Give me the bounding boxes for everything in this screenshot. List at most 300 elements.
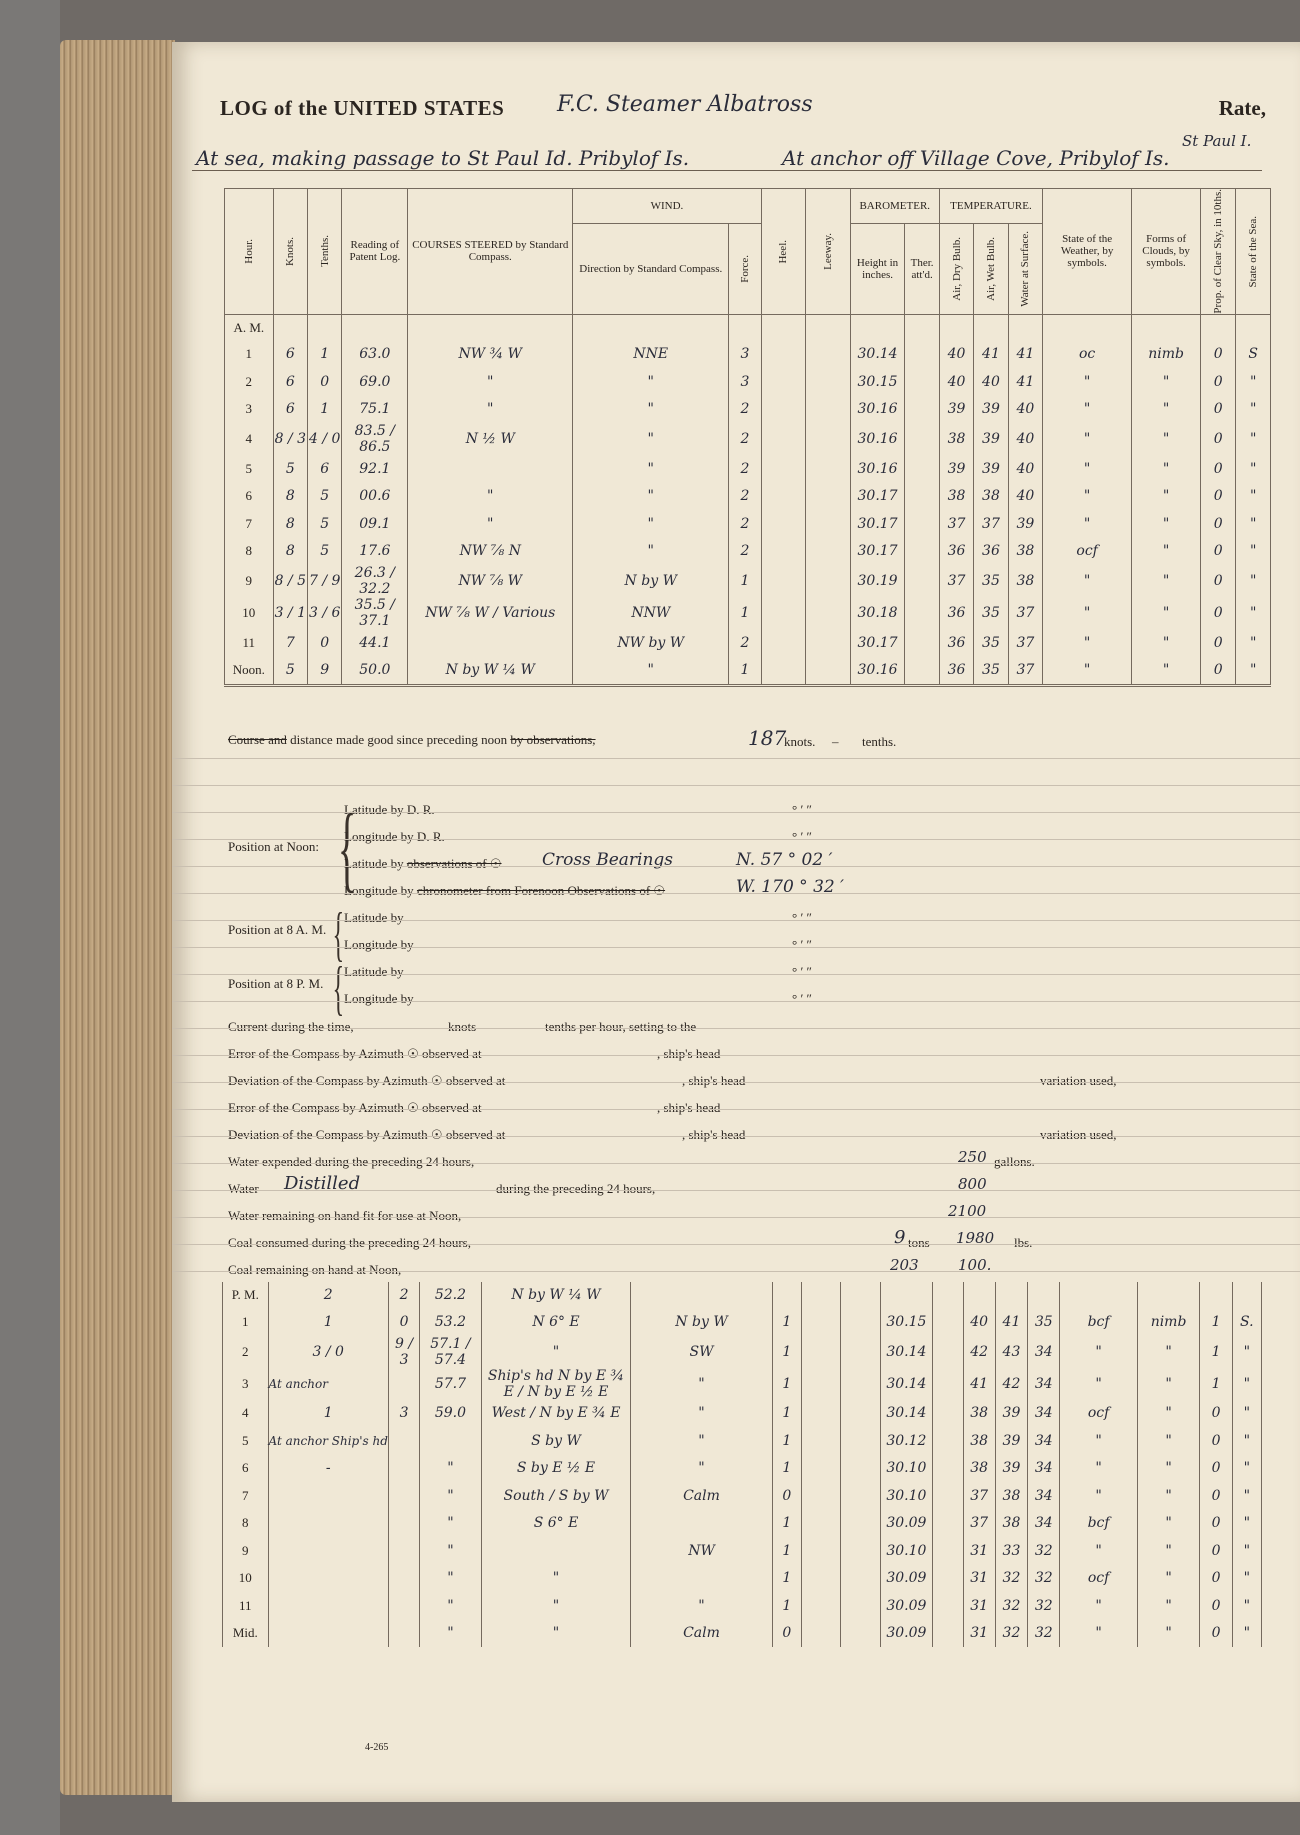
col-wind-direction: Direction by Standard Compass. bbox=[573, 224, 729, 314]
am-cell-knots: 3 / 1 bbox=[273, 597, 307, 629]
am-cell-force: 1 bbox=[729, 597, 761, 629]
am-cell-log: 44.1 bbox=[342, 629, 408, 657]
pm-cell-clear: 1 bbox=[1200, 1336, 1232, 1368]
pm-cell-force: 1 bbox=[772, 1565, 802, 1593]
am-cell-clouds: nimb bbox=[1132, 341, 1201, 369]
pm-cell-log: 53.2 bbox=[420, 1308, 481, 1336]
coal-consumed-label: Coal consumed during the preceding 24 hours, bbox=[228, 1235, 471, 1250]
am-cell-sea: " bbox=[1236, 510, 1271, 538]
pm-cell-wind bbox=[631, 1565, 772, 1593]
am-cell-ther bbox=[905, 396, 939, 424]
pm-cell-knots: - bbox=[268, 1455, 388, 1483]
am-cell-water: 40 bbox=[1008, 396, 1042, 424]
pm-first-knots: 2 bbox=[268, 1282, 388, 1308]
am-cell-hour: 6 bbox=[225, 483, 274, 511]
pm-cell-wet: 38 bbox=[995, 1482, 1027, 1510]
coal-consumed-tons: 9 bbox=[894, 1227, 906, 1248]
am-cell-tenths: 6 bbox=[308, 455, 342, 483]
pm-cell-wet: 38 bbox=[995, 1510, 1027, 1538]
pm-cell-leeway bbox=[841, 1510, 880, 1538]
am-cell-heel bbox=[761, 565, 806, 597]
am-cell-hour: 7 bbox=[225, 510, 274, 538]
error-compass-2: Error of the Compass by Azimuth ☉ observed at bbox=[228, 1100, 482, 1115]
pm-cell-force: 1 bbox=[772, 1308, 802, 1336]
ruled-line bbox=[172, 1082, 1300, 1083]
pm-cell-sea: " bbox=[1232, 1482, 1261, 1510]
am-cell-wind: " bbox=[573, 455, 729, 483]
am-cell-ther bbox=[905, 423, 939, 455]
brace-8pm: { bbox=[332, 955, 345, 1021]
pm-cell-clouds: " bbox=[1137, 1427, 1200, 1455]
pm-cell-course: S by W bbox=[481, 1427, 631, 1455]
lat-dr: Latitude by D. R. bbox=[344, 802, 435, 817]
am-cell-wind: NNW bbox=[573, 597, 729, 629]
am-cell-ther bbox=[905, 455, 939, 483]
location-st-paul: St Paul I. bbox=[1182, 132, 1252, 150]
dms-lon-dr: ° ′ ″ bbox=[792, 829, 812, 844]
am-cell-log: 17.6 bbox=[342, 538, 408, 566]
col-knots: Knots. bbox=[273, 189, 307, 315]
am-cell-water: 40 bbox=[1008, 455, 1042, 483]
am-cell-course: NW ⅞ W / Various bbox=[408, 597, 573, 629]
am-cell-heel bbox=[761, 341, 806, 369]
lbs-unit: lbs. bbox=[1014, 1235, 1033, 1250]
pm-cell-weather: bcf bbox=[1060, 1510, 1137, 1538]
am-cell-leeway bbox=[806, 657, 851, 686]
pm-cell-course: West / N by E ¾ E bbox=[481, 1400, 631, 1428]
position-8am-label: Position at 8 A. M. bbox=[228, 922, 327, 937]
am-row bbox=[225, 396, 1271, 424]
am-cell-clear: 0 bbox=[1201, 538, 1236, 566]
am-cell-leeway bbox=[806, 423, 851, 455]
pm-cell-dry: 31 bbox=[963, 1537, 995, 1565]
pm-cell-wet: 33 bbox=[995, 1537, 1027, 1565]
pm-cell-sea: " bbox=[1232, 1336, 1261, 1368]
am-cell-force: 1 bbox=[729, 565, 761, 597]
water-label: Water bbox=[228, 1181, 259, 1196]
pm-cell-water: 32 bbox=[1028, 1592, 1060, 1620]
am-cell-leeway bbox=[806, 341, 851, 369]
am-cell-dry: 38 bbox=[939, 423, 973, 455]
pm-cell-knots bbox=[268, 1537, 388, 1565]
col-sea: State of the Sea. bbox=[1236, 189, 1271, 315]
pm-cell-tenths: 9 / 3 bbox=[388, 1336, 419, 1368]
pm-cell-water: 34 bbox=[1028, 1400, 1060, 1428]
pm-cell-water: 34 bbox=[1028, 1427, 1060, 1455]
pm-cell-heel bbox=[802, 1336, 841, 1368]
pm-cell-ther bbox=[933, 1620, 963, 1648]
pm-cell-clear: 0 bbox=[1200, 1455, 1232, 1483]
am-row bbox=[225, 565, 1271, 597]
pm-cell-hour: 8 bbox=[223, 1510, 269, 1538]
location-anchor: At anchor off Village Cove, Pribylof Is. bbox=[782, 146, 1170, 170]
lon-8am: Longitude by bbox=[344, 937, 414, 952]
pm-cell-heel bbox=[802, 1565, 841, 1593]
ruled-line bbox=[172, 1190, 1300, 1191]
pm-cell-baro: 30.09 bbox=[880, 1565, 933, 1593]
pm-cell-ther bbox=[933, 1308, 963, 1336]
ruled-line bbox=[172, 1163, 1300, 1164]
am-cell-heel bbox=[761, 396, 806, 424]
am-cell-clear: 0 bbox=[1201, 483, 1236, 511]
am-cell-baro: 30.17 bbox=[850, 483, 905, 511]
pm-cell-log: 59.0 bbox=[420, 1400, 481, 1428]
pm-cell-dry: 37 bbox=[963, 1482, 995, 1510]
pm-cell-sea: S. bbox=[1232, 1308, 1261, 1336]
pm-cell-clear: 0 bbox=[1200, 1427, 1232, 1455]
am-cell-clouds: " bbox=[1132, 423, 1201, 455]
am-cell-water: 37 bbox=[1008, 629, 1042, 657]
am-cell-tenths: 9 bbox=[308, 657, 342, 686]
ships-head-3: , ship's head bbox=[657, 1100, 721, 1115]
pm-cell-tenths bbox=[388, 1427, 419, 1455]
pm-cell-baro: 30.10 bbox=[880, 1455, 933, 1483]
am-cell-hour: 5 bbox=[225, 455, 274, 483]
am-cell-ther bbox=[905, 341, 939, 369]
pm-cell-wind: " bbox=[631, 1368, 772, 1400]
pm-cell-tenths bbox=[388, 1592, 419, 1620]
am-cell-force: 1 bbox=[729, 657, 761, 686]
pm-cell-baro: 30.09 bbox=[880, 1592, 933, 1620]
am-cell-force: 2 bbox=[729, 396, 761, 424]
am-cell-tenths: 5 bbox=[308, 538, 342, 566]
pm-cell-knots bbox=[268, 1482, 388, 1510]
am-cell-heel bbox=[761, 510, 806, 538]
pm-cell-baro: 30.15 bbox=[880, 1308, 933, 1336]
ruled-line bbox=[172, 893, 1300, 894]
pm-cell-weather: " bbox=[1060, 1455, 1137, 1483]
pm-cell-knots: 1 bbox=[268, 1308, 388, 1336]
pm-cell-ther bbox=[933, 1400, 963, 1428]
current-label: Current during the time, bbox=[228, 1019, 354, 1034]
am-cell-hour: 9 bbox=[225, 565, 274, 597]
am-cell-wind: " bbox=[573, 538, 729, 566]
am-cell-baro: 30.15 bbox=[850, 368, 905, 396]
pm-cell-course: N 6° E bbox=[481, 1308, 631, 1336]
am-cell-leeway bbox=[806, 597, 851, 629]
am-cell-sea: " bbox=[1236, 423, 1271, 455]
pm-cell-knots: At anchor bbox=[268, 1368, 388, 1400]
am-cell-sea: " bbox=[1236, 483, 1271, 511]
pm-cell-wind: " bbox=[631, 1455, 772, 1483]
col-patent-log: Reading of Patent Log. bbox=[342, 189, 408, 315]
am-cell-force: 2 bbox=[729, 510, 761, 538]
am-cell-weather: " bbox=[1043, 368, 1132, 396]
ruled-line bbox=[172, 785, 1300, 786]
col-temperature: TEMPERATURE. bbox=[939, 189, 1042, 224]
pm-cell-log bbox=[420, 1427, 481, 1455]
ruled-line bbox=[172, 920, 1300, 921]
col-weather: State of the Weather, by symbols. bbox=[1043, 189, 1132, 315]
pm-cell-leeway bbox=[841, 1482, 880, 1510]
am-cell-heel bbox=[761, 455, 806, 483]
pm-cell-weather: " bbox=[1060, 1336, 1137, 1368]
am-cell-knots: 7 bbox=[273, 629, 307, 657]
am-cell-clear: 0 bbox=[1201, 423, 1236, 455]
pm-row bbox=[223, 1400, 1262, 1428]
pm-cell-course: Ship's hd N by E ¾ E / N by E ½ E bbox=[481, 1368, 631, 1400]
pm-row bbox=[223, 1565, 1262, 1593]
pm-row bbox=[223, 1510, 1262, 1538]
pm-first-course: N by W ¼ W bbox=[481, 1282, 631, 1308]
pm-cell-wind: " bbox=[631, 1427, 772, 1455]
am-cell-leeway bbox=[806, 538, 851, 566]
am-cell-force: 2 bbox=[729, 629, 761, 657]
pm-cell-log: " bbox=[420, 1537, 481, 1565]
am-cell-sea: S bbox=[1236, 341, 1271, 369]
am-cell-baro: 30.14 bbox=[850, 341, 905, 369]
am-cell-wind: " bbox=[573, 483, 729, 511]
ships-head-1: , ship's head bbox=[657, 1046, 721, 1061]
am-cell-baro: 30.19 bbox=[850, 565, 905, 597]
col-clouds: Forms of Clouds, by symbols. bbox=[1132, 189, 1201, 315]
pm-cell-sea: " bbox=[1232, 1427, 1261, 1455]
am-cell-clouds: " bbox=[1132, 657, 1201, 686]
dash: – bbox=[832, 734, 839, 749]
pm-cell-clouds: " bbox=[1137, 1565, 1200, 1593]
am-cell-weather: " bbox=[1043, 483, 1132, 511]
am-cell-water: 38 bbox=[1008, 565, 1042, 597]
pm-cell-clouds: " bbox=[1137, 1510, 1200, 1538]
pm-cell-hour: 1 bbox=[223, 1308, 269, 1336]
pm-cell-tenths bbox=[388, 1537, 419, 1565]
am-cell-wet: 39 bbox=[974, 423, 1008, 455]
am-cell-leeway bbox=[806, 483, 851, 511]
pm-cell-knots: At anchor Ship's hd bbox=[268, 1427, 388, 1455]
am-cell-knots: 5 bbox=[273, 455, 307, 483]
pm-cell-wet: 32 bbox=[995, 1565, 1027, 1593]
pm-cell-ther bbox=[933, 1482, 963, 1510]
pm-cell-course: " bbox=[481, 1565, 631, 1593]
distance-line: Course and distance made good since preceding noon by observations, bbox=[228, 732, 596, 747]
am-cell-clouds: " bbox=[1132, 538, 1201, 566]
am-cell-clear: 0 bbox=[1201, 341, 1236, 369]
pm-cell-clear: 0 bbox=[1200, 1510, 1232, 1538]
ruled-line bbox=[172, 839, 1300, 840]
dms-lat-dr: ° ′ ″ bbox=[792, 802, 812, 817]
am-cell-heel bbox=[761, 423, 806, 455]
pm-cell-force: 1 bbox=[772, 1427, 802, 1455]
am-row bbox=[225, 483, 1271, 511]
am-label: A. M. bbox=[225, 314, 274, 341]
pm-cell-dry: 38 bbox=[963, 1427, 995, 1455]
pm-cell-wet: 42 bbox=[995, 1368, 1027, 1400]
water-expended-value: 250 bbox=[958, 1148, 987, 1166]
am-cell-sea: " bbox=[1236, 597, 1271, 629]
col-heel: Heel. bbox=[761, 189, 806, 315]
am-cell-sea: " bbox=[1236, 538, 1271, 566]
pm-row bbox=[223, 1537, 1262, 1565]
pm-cell-water: 34 bbox=[1028, 1455, 1060, 1483]
am-cell-dry: 36 bbox=[939, 597, 973, 629]
pm-cell-course: " bbox=[481, 1620, 631, 1648]
col-ther: Ther. att'd. bbox=[905, 224, 939, 314]
pm-rows bbox=[223, 1308, 1262, 1647]
am-row bbox=[225, 538, 1271, 566]
am-cell-force: 3 bbox=[729, 341, 761, 369]
pm-cell-weather: bcf bbox=[1060, 1308, 1137, 1336]
pm-cell-water: 32 bbox=[1028, 1620, 1060, 1648]
am-cell-ther bbox=[905, 657, 939, 686]
ruled-line bbox=[172, 758, 1300, 759]
variation-1: variation used, bbox=[1040, 1073, 1117, 1088]
am-cell-ther bbox=[905, 483, 939, 511]
pm-cell-ther bbox=[933, 1592, 963, 1620]
pm-cell-baro: 30.14 bbox=[880, 1368, 933, 1400]
coal-remaining-tons: 203 bbox=[890, 1256, 919, 1274]
am-cell-heel bbox=[761, 657, 806, 686]
am-cell-baro: 30.17 bbox=[850, 510, 905, 538]
am-cell-leeway bbox=[806, 396, 851, 424]
pm-cell-course: South / S by W bbox=[481, 1482, 631, 1510]
pm-cell-heel bbox=[802, 1368, 841, 1400]
am-cell-weather: " bbox=[1043, 455, 1132, 483]
col-force: Force. bbox=[729, 224, 761, 314]
pm-cell-heel bbox=[802, 1482, 841, 1510]
am-cell-course: " bbox=[408, 368, 573, 396]
am-cell-wet: 39 bbox=[974, 396, 1008, 424]
am-cell-sea: " bbox=[1236, 368, 1271, 396]
am-cell-hour: 4 bbox=[225, 423, 274, 455]
am-cell-clear: 0 bbox=[1201, 597, 1236, 629]
pm-cell-heel bbox=[802, 1510, 841, 1538]
am-cell-force: 2 bbox=[729, 423, 761, 455]
am-cell-leeway bbox=[806, 629, 851, 657]
pm-cell-ther bbox=[933, 1565, 963, 1593]
pm-cell-wet: 39 bbox=[995, 1427, 1027, 1455]
pm-cell-weather: ocf bbox=[1060, 1565, 1137, 1593]
am-cell-water: 37 bbox=[1008, 657, 1042, 686]
am-cell-weather: " bbox=[1043, 629, 1132, 657]
pm-cell-dry: 37 bbox=[963, 1510, 995, 1538]
pm-row bbox=[223, 1427, 1262, 1455]
pm-cell-sea: " bbox=[1232, 1510, 1261, 1538]
am-cell-baro: 30.16 bbox=[850, 455, 905, 483]
am-cell-leeway bbox=[806, 455, 851, 483]
am-cell-log: 63.0 bbox=[342, 341, 408, 369]
pm-cell-clear: 0 bbox=[1200, 1565, 1232, 1593]
am-cell-knots: 6 bbox=[273, 341, 307, 369]
cross-bearings: Cross Bearings bbox=[542, 850, 674, 870]
brace-noon: { bbox=[337, 794, 357, 901]
am-cell-ther bbox=[905, 597, 939, 629]
am-cell-sea: " bbox=[1236, 396, 1271, 424]
error-compass-1: Error of the Compass by Azimuth ☉ observed at bbox=[228, 1046, 482, 1061]
am-cell-water: 41 bbox=[1008, 368, 1042, 396]
pm-cell-leeway bbox=[841, 1592, 880, 1620]
water-distilled-value: 800 bbox=[958, 1175, 987, 1193]
am-cell-weather: " bbox=[1043, 396, 1132, 424]
pm-cell-clear: 0 bbox=[1200, 1592, 1232, 1620]
am-cell-hour: 11 bbox=[225, 629, 274, 657]
vessel-name: F.C. Steamer Albatross bbox=[557, 92, 813, 117]
am-cell-water: 39 bbox=[1008, 510, 1042, 538]
am-cell-weather: " bbox=[1043, 597, 1132, 629]
am-cell-water: 38 bbox=[1008, 538, 1042, 566]
water-expended-label: Water expended during the preceding 24 hours, bbox=[228, 1154, 475, 1169]
pm-cell-clouds: " bbox=[1137, 1482, 1200, 1510]
lon-dr: Longitude by D. R. bbox=[344, 829, 445, 844]
am-cell-weather: ocf bbox=[1043, 538, 1132, 566]
am-cell-wet: 35 bbox=[974, 597, 1008, 629]
pm-cell-tenths bbox=[388, 1368, 419, 1400]
am-cell-sea: " bbox=[1236, 629, 1271, 657]
am-cell-tenths: 1 bbox=[308, 396, 342, 424]
tons-unit: tons bbox=[908, 1235, 930, 1250]
pm-cell-course: " bbox=[481, 1592, 631, 1620]
pm-cell-water: 34 bbox=[1028, 1368, 1060, 1400]
am-cell-clear: 0 bbox=[1201, 455, 1236, 483]
pm-cell-wet: 41 bbox=[995, 1308, 1027, 1336]
am-cell-heel bbox=[761, 597, 806, 629]
dms-lon-8am: ° ′ ″ bbox=[792, 937, 812, 952]
am-cell-log: 75.1 bbox=[342, 396, 408, 424]
brace-8am: { bbox=[332, 901, 345, 967]
pm-cell-force: 1 bbox=[772, 1592, 802, 1620]
am-cell-wind: " bbox=[573, 423, 729, 455]
pm-cell-clouds: " bbox=[1137, 1400, 1200, 1428]
am-cell-course: " bbox=[408, 483, 573, 511]
pm-cell-sea: " bbox=[1232, 1565, 1261, 1593]
pm-cell-wind: SW bbox=[631, 1336, 772, 1368]
col-wet-bulb: Air, Wet Bulb. bbox=[974, 224, 1008, 314]
water-distilled: Distilled bbox=[284, 1173, 361, 1194]
pm-cell-baro: 30.09 bbox=[880, 1620, 933, 1648]
pm-cell-hour: 5 bbox=[223, 1427, 269, 1455]
ruled-line bbox=[172, 1001, 1300, 1002]
am-cell-knots: 8 bbox=[273, 538, 307, 566]
pm-cell-clear: 0 bbox=[1200, 1620, 1232, 1648]
pm-cell-force: 1 bbox=[772, 1336, 802, 1368]
pm-cell-leeway bbox=[841, 1336, 880, 1368]
pm-cell-clear: 0 bbox=[1200, 1537, 1232, 1565]
pm-cell-leeway bbox=[841, 1400, 880, 1428]
lon-by-chrono: Longitude by chronometer from Forenoon Observations of ☉ bbox=[344, 883, 666, 898]
dms-lat-8am: ° ′ ″ bbox=[792, 910, 812, 925]
pm-cell-ther bbox=[933, 1537, 963, 1565]
pm-cell-knots bbox=[268, 1565, 388, 1593]
am-cell-wind: NNE bbox=[573, 341, 729, 369]
pm-cell-weather: " bbox=[1060, 1592, 1137, 1620]
pm-cell-dry: 31 bbox=[963, 1592, 995, 1620]
pm-cell-hour: 9 bbox=[223, 1537, 269, 1565]
am-row bbox=[225, 657, 1271, 686]
am-cell-course: NW ¾ W bbox=[408, 341, 573, 369]
am-cell-leeway bbox=[806, 565, 851, 597]
am-cell-clear: 0 bbox=[1201, 510, 1236, 538]
am-cell-baro: 30.16 bbox=[850, 657, 905, 686]
am-cell-wet: 39 bbox=[974, 455, 1008, 483]
am-row bbox=[225, 510, 1271, 538]
am-cell-course: NW ⅞ W bbox=[408, 565, 573, 597]
pm-cell-wet: 32 bbox=[995, 1592, 1027, 1620]
pm-cell-clouds: " bbox=[1137, 1368, 1200, 1400]
am-cell-clear: 0 bbox=[1201, 368, 1236, 396]
am-cell-weather: " bbox=[1043, 510, 1132, 538]
am-cell-clouds: " bbox=[1132, 483, 1201, 511]
pm-cell-log: " bbox=[420, 1482, 481, 1510]
pm-cell-water: 32 bbox=[1028, 1565, 1060, 1593]
am-cell-weather: " bbox=[1043, 657, 1132, 686]
pm-cell-clouds: " bbox=[1137, 1455, 1200, 1483]
pm-cell-leeway bbox=[841, 1537, 880, 1565]
pm-first-tenths: 2 bbox=[388, 1282, 419, 1308]
am-cell-log: 09.1 bbox=[342, 510, 408, 538]
page-code: 4-265 bbox=[365, 1742, 389, 1753]
am-cell-log: 83.5 / 86.5 bbox=[342, 423, 408, 455]
am-cell-hour: 2 bbox=[225, 368, 274, 396]
pm-cell-force: 1 bbox=[772, 1368, 802, 1400]
